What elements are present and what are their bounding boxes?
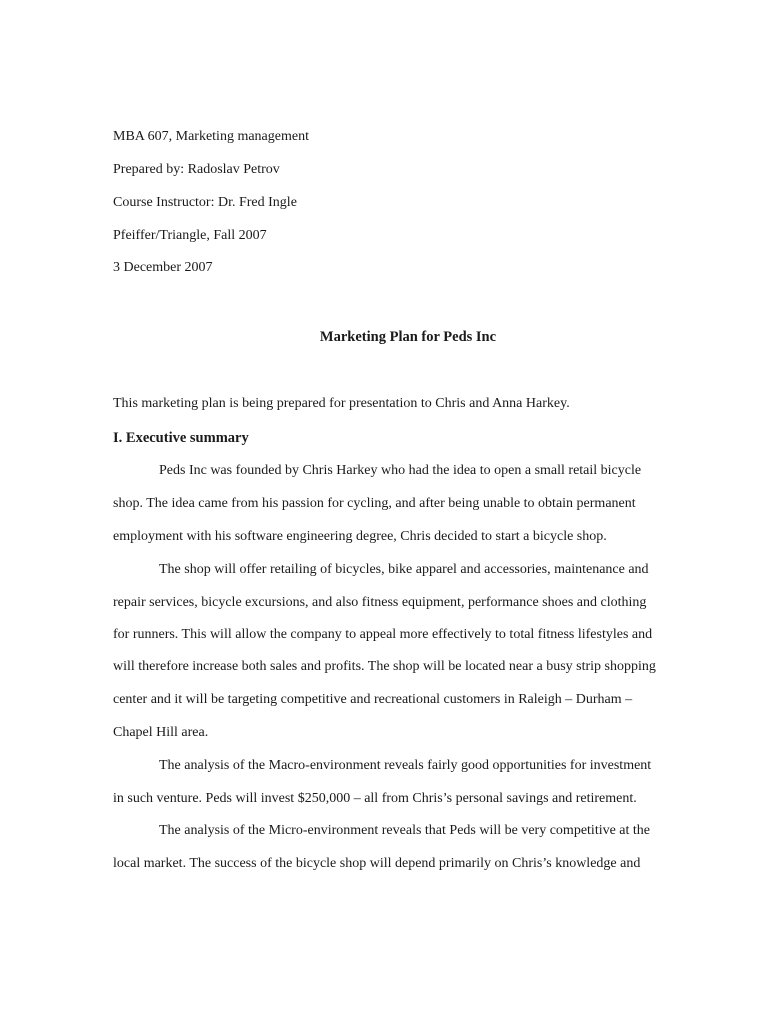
body-line: Chapel Hill area. [113, 725, 209, 740]
body-line: The analysis of the Micro-environment reveals that Peds will be very competitive at the [159, 823, 651, 838]
intro-paragraph: This marketing plan is being prepared for presentation to Chris and Anna Harkey. [113, 396, 570, 411]
body-line: employment with his software engineering degree, Chris decided to start a bicycle shop. [113, 529, 607, 544]
date-line: 3 December 2007 [113, 260, 213, 275]
body-line: Peds Inc was founded by Chris Harkey who had the idea to open a small retail bicycle [159, 463, 642, 478]
location-term-line: Pfeiffer/Triangle, Fall 2007 [113, 228, 267, 243]
document-title: Marketing Plan for Peds Inc [319, 329, 497, 345]
prepared-by-line: Prepared by: Radoslav Petrov [113, 162, 280, 177]
body-line: repair services, bicycle excursions, and also fitness equipment, performance shoes and clothing [113, 595, 647, 610]
body-line: in such venture. Peds will invest $250,000 – all from Chris’s personal savings and retirement. [113, 791, 637, 806]
body-line: shop. The idea came from his passion for cycling, and after being unable to obtain permanent [113, 496, 636, 511]
body-line: The analysis of the Macro-environment reveals fairly good opportunities for investment [159, 758, 652, 773]
course-line: MBA 607, Marketing management [113, 129, 309, 144]
instructor-line: Course Instructor: Dr. Fred Ingle [113, 195, 297, 210]
body-line: for runners. This will allow the company to appeal more effectively to total fitness lifestyles and [113, 627, 653, 642]
body-line: The shop will offer retailing of bicycles, bike apparel and accessories, maintenance and [159, 562, 649, 577]
body-line: local market. The success of the bicycle shop will depend primarily on Chris’s knowledge and [113, 856, 641, 871]
section-heading: I. Executive summary [113, 430, 249, 446]
body-line: will therefore increase both sales and profits. The shop will be located near a busy strip shopping [113, 659, 656, 674]
body-line: center and it will be targeting competitive and recreational customers in Raleigh – Durham – [113, 692, 633, 707]
